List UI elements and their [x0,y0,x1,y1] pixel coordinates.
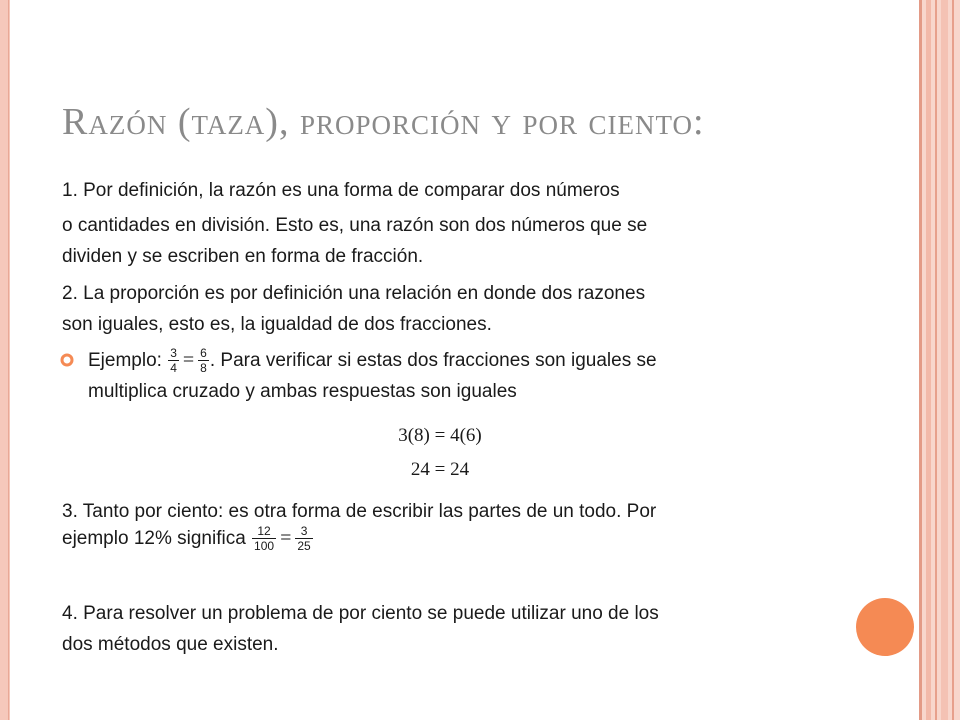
paragraph-4-line-2: dos métodos que existen. [62,634,279,655]
slide-title: Razón (taza), proporción y por ciento: [62,101,705,143]
fraction-3-4 [168,346,179,375]
right-stripe [926,0,931,720]
paragraph-4-line-1: 4. Para resolver un problema de por ciento se puede utilizar uno de los [62,603,659,624]
paragraph-2 [62,278,645,340]
equation-result: 24 = 24 [410,459,470,480]
bullet-icon [60,353,74,367]
example-suffix: . Para verificar si estas dos fracciones son iguales se [209,350,657,371]
equation-cross-multiply: 3(8) = 4(6) [398,425,482,446]
fraction-numerator: 3 [170,346,177,361]
fraction-numerator: 3 [295,524,312,539]
decorative-circle [856,598,914,656]
fraction-3-25 [295,524,312,553]
right-stripe [919,0,922,720]
example-line-1 [88,345,657,376]
fraction-denominator: 25 [297,539,311,554]
fraction-denominator: 100 [254,539,275,554]
equals-sign: = [280,527,292,550]
paragraph-1-continuation [62,210,647,272]
example-line-2: multiplica cruzado y ambas respuestas son iguales [88,381,517,403]
equals-sign: = [182,349,195,372]
fraction-12-100 [252,524,276,553]
paragraph-2-line-2: son iguales, esto es, la igualdad de dos fracciones. [62,314,492,335]
paragraph-1-line-1: 1. Por definición, la razón es una forma de comparar dos números [62,180,620,201]
example-bullet [88,345,657,407]
paragraph-3-line-2 [62,523,314,554]
paragraph-1-line-3: dividen y se escriben en forma de fracción. [62,246,424,267]
paragraph-3-prefix: ejemplo 12% significa [62,528,252,549]
paragraph-1-line-2: o cantidades en división. Esto es, una razón son dos números que se [62,215,648,236]
fraction-6-8 [198,346,209,375]
example-prefix: Ejemplo: [88,350,168,371]
fraction-numerator: 12 [252,524,276,539]
fraction-denominator: 8 [200,361,207,376]
right-stripe [952,0,954,720]
left-frame-line [8,0,9,720]
paragraph-3-line-1: 3. Tanto por ciento: es otra forma de escribir las partes de un todo. Por [62,501,657,522]
paragraph-2-line-1: 2. La proporción es por definición una relación en donde dos razones [62,283,646,304]
fraction-denominator: 4 [170,361,177,376]
right-stripe [935,0,937,720]
fraction-numerator: 6 [200,346,207,361]
right-stripe [941,0,948,720]
paragraph-4 [62,598,659,660]
